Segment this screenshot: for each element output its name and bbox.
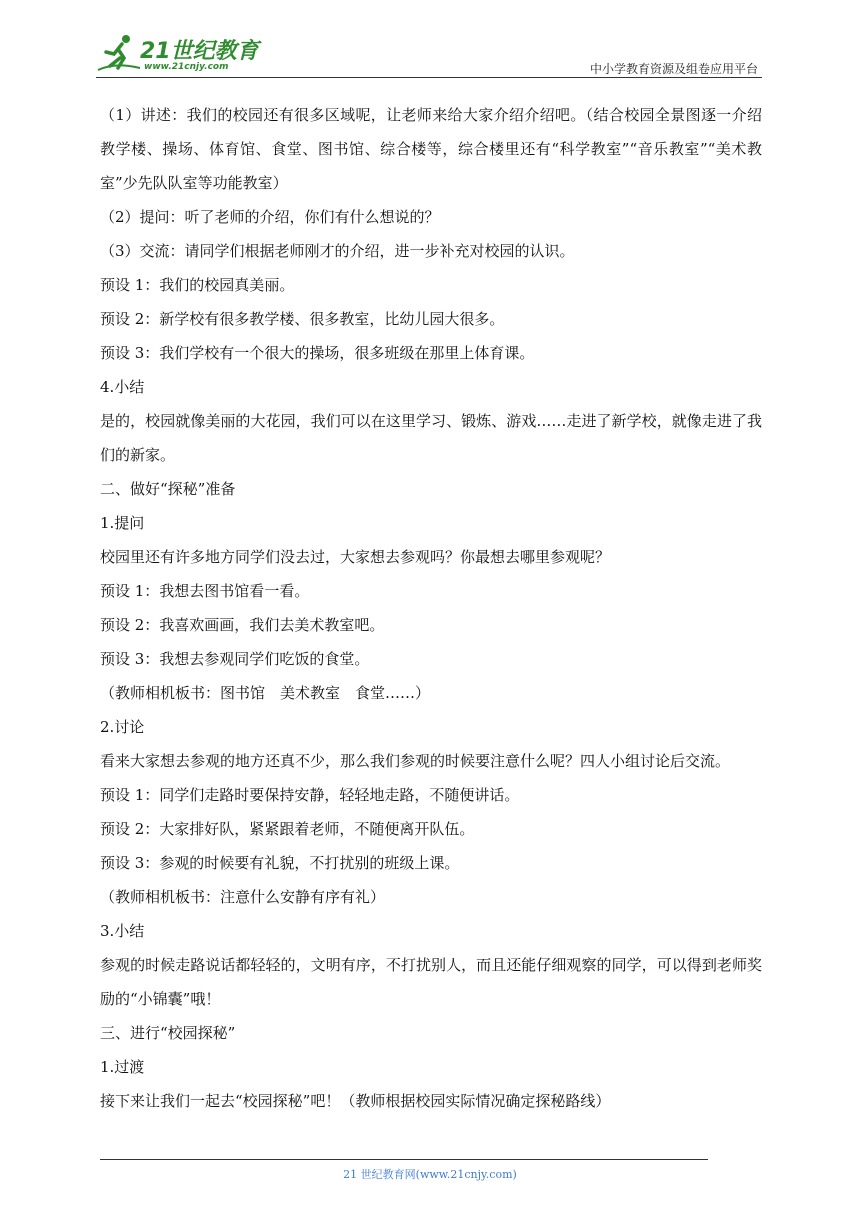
site-logo <box>96 32 266 74</box>
body-line: 校园里还有许多地方同学们没去过，大家想去参观吗？你最想去哪里参观呢？ <box>100 548 611 566</box>
section-subheading: 1.过渡 <box>100 1058 145 1076</box>
body-line: 接下来让我们一起去“校园探秘”吧！（教师根据校园实际情况确定探秘路线） <box>100 1092 611 1110</box>
body-paragraph: （1）讲述：我们的校园还有很多区域呢，让老师来给大家介绍介绍吧。（结合校园全景图逐一介绍教学楼、操场、体育馆、食堂、图书馆、综合楼等，综合楼里还有“科学教室”“音乐教室”“美术教室”少先队队室等功能教室） <box>100 106 762 192</box>
document-body <box>100 98 762 1118</box>
section-subheading: 2.讨论 <box>100 718 145 736</box>
body-line: 预设 1：我们的校园真美丽。 <box>100 276 295 294</box>
body-paragraph: 看来大家想去参观的地方还真不少，那么我们参观的时候要注意什么呢？四人小组讨论后交流。 <box>100 752 731 770</box>
body-line: 预设 3：我想去参观同学们吃饭的食堂。 <box>100 650 370 668</box>
section-heading: 三、进行“校园探秘” <box>100 1024 236 1042</box>
section-heading: 二、做好“探秘”准备 <box>100 480 236 498</box>
section-subheading: 3.小结 <box>100 922 145 940</box>
body-line: 预设 1：同学们走路时要保持安静，轻轻地走路，不随便讲话。 <box>100 786 520 804</box>
body-line: （教师相机板书：图书馆 美术教室 食堂……） <box>100 684 431 702</box>
logo-text: 21世纪教育 <box>140 39 259 64</box>
page-footer: 21 世纪教育网(www.21cnjy.com) <box>343 1168 517 1181</box>
logo-url: www.21cnjy.com <box>144 62 229 72</box>
header-tagline: 中小学教育资源及组卷应用平台 <box>589 62 758 76</box>
body-line: 预设 2：大家排好队，紧紧跟着老师，不随便离开队伍。 <box>100 820 475 838</box>
runner-logo-icon <box>96 32 142 74</box>
body-line: （教师相机板书：注意什么安静有序有礼） <box>100 888 386 906</box>
section-subheading: 1.提问 <box>100 514 145 532</box>
body-line: 预设 3：我们学校有一个很大的操场，很多班级在那里上体育课。 <box>100 344 535 362</box>
body-paragraph: 是的，校园就像美丽的大花园，我们可以在这里学习、锻炼、游戏……走进了新学校，就像走进了我们的新家。 <box>100 412 762 464</box>
body-paragraph: 参观的时候走路说话都轻轻的，文明有序，不打扰别人，而且还能仔细观察的同学，可以得到老师奖励的“小锦囊”哦！ <box>100 956 762 1008</box>
body-line: （3）交流：请同学们根据老师刚才的介绍，进一步补充对校园的认识。 <box>100 242 575 260</box>
body-line: 预设 2：新学校有很多教学楼、很多教室，比幼儿园大很多。 <box>100 310 505 328</box>
body-line: 预设 3：参观的时候要有礼貌，不打扰别的班级上课。 <box>100 854 460 872</box>
footer-divider <box>100 1159 708 1160</box>
body-line: （2）提问：听了老师的介绍，你们有什么想说的？ <box>100 208 440 226</box>
body-line: 预设 1：我想去图书馆看一看。 <box>100 582 310 600</box>
header-divider <box>96 77 762 78</box>
section-subheading: 4.小结 <box>100 378 145 396</box>
page-header <box>96 30 762 78</box>
body-line: 预设 2：我喜欢画画，我们去美术教室吧。 <box>100 616 385 634</box>
